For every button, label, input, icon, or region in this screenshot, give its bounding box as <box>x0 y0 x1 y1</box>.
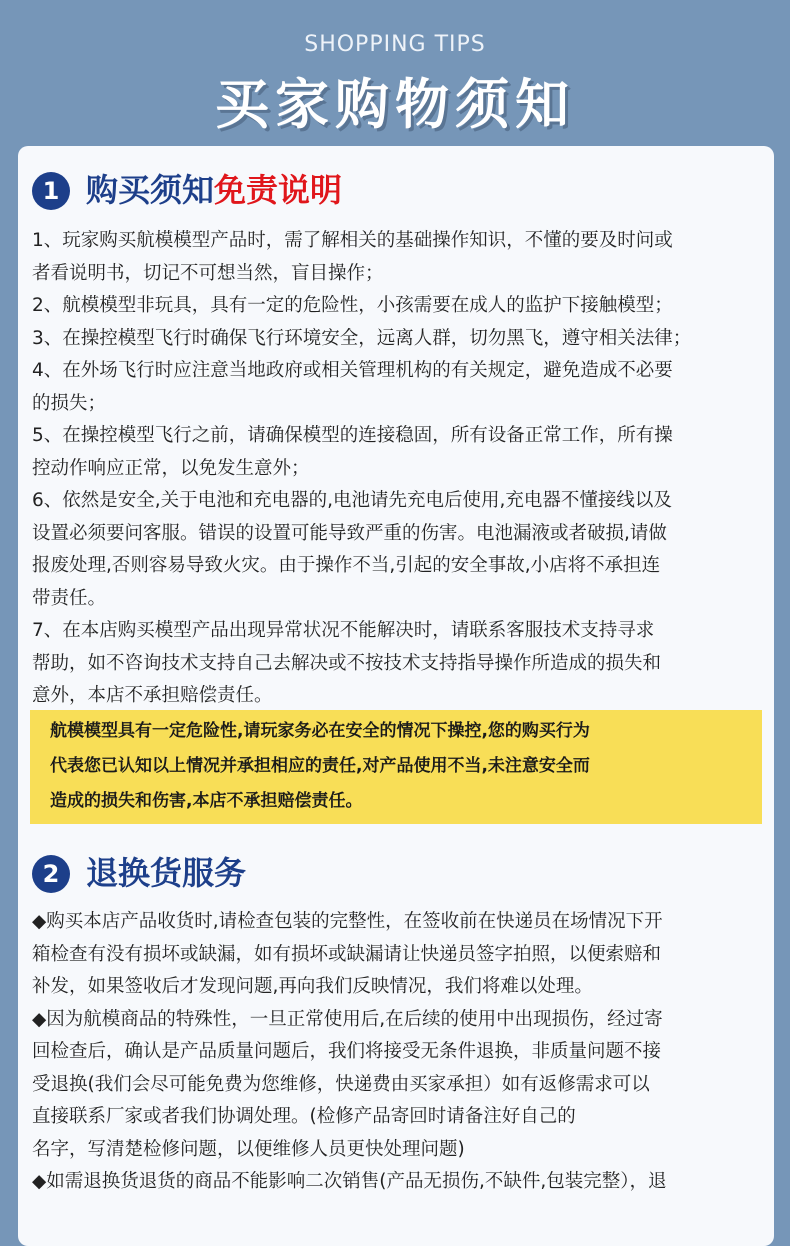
section1-title <box>86 168 342 212</box>
section2-line: 名字，写清楚检修问题，以便维修人员更快处理问题) <box>32 1138 465 1160</box>
section2-line: 直接联系厂家或者我们协调处理。(检修产品寄回时请备注好自己的 <box>32 1106 576 1127</box>
section2-line: 补发，如果签收后才发现问题,再向我们反映情况，我们将难以处理。 <box>32 976 593 997</box>
section2-title: 退换货服务 <box>86 854 247 892</box>
notice-line: 代表您已认知以上情况并承担相应的责任,对产品使用不当,未注意安全而 <box>50 756 590 776</box>
section2-line: 箱检查有没有损坏或缺漏，如有损坏或缺漏请让快递员签字拍照，以便索赔和 <box>32 943 662 965</box>
content-card <box>18 146 774 1246</box>
section2-line: 回检查后，确认是产品质量问题后，我们将接受无条件退换，非质量问题不接 <box>32 1041 662 1062</box>
section1-line: 报废处理,否则容易导致火灾。由于操作不当,引起的安全事故,小店将不承担连 <box>32 555 661 576</box>
section2-line: 受退换(我们会尽可能免费为您维修，快递费由买家承担）如有返修需求可以 <box>32 1073 650 1095</box>
section1-line: 6、依然是安全,关于电池和充电器的,电池请先充电后使用,充电器不懂接线以及 <box>32 490 672 511</box>
section1-line: 帮助，如不咨询技术支持自己去解决或不按技术支持指导操作所造成的损失和 <box>32 652 662 674</box>
section1-line: 4、在外场飞行时应注意当地政府或相关管理机构的有关规定，避免造成不必要 <box>32 360 673 381</box>
section1-line: 意外，本店不承担赔偿责任。 <box>32 685 273 706</box>
section2-line: ◆购买本店产品收货时,请检查包装的完整性，在签收前在快递员在场情况下开 <box>32 911 663 932</box>
section1-title-normal: 购买须知 <box>86 171 215 209</box>
section1-line: 1、玩家购买航模模型产品时，需了解相关的基础操作知识，不懂的要及时问或 <box>32 230 673 251</box>
section1-line: 的损失； <box>32 392 107 414</box>
section1-line: 控动作响应正常，以免发生意外； <box>32 457 310 479</box>
section1-line: 3、在操控模型飞行时确保飞行环境安全，远离人群，切勿黑飞，遵守相关法律； <box>32 327 692 349</box>
section1-line: 者看说明书，切记不可想当然，盲目操作； <box>32 262 384 284</box>
section1-line: 2、航模模型非玩具，具有一定的危险性，小孩需要在成人的监护下接触模型； <box>32 295 673 316</box>
section1-body <box>32 225 772 713</box>
section2-line: ◆如需退换货退货的商品不能影响二次销售(产品无损伤,不缺件,包装完整），退 <box>32 1171 667 1192</box>
section2-body <box>32 906 772 1199</box>
header-title: 买家购物须知 <box>215 73 575 136</box>
section1-line: 带责任。 <box>32 587 107 609</box>
notice-line: 造成的损失和伤害,本店不承担赔偿责任。 <box>50 791 363 811</box>
section1-line: 5、在操控模型飞行之前，请确保模型的连接稳固，所有设备正常工作，所有操 <box>32 425 673 446</box>
section2-line: ◆因为航模商品的特殊性，一旦正常使用后,在后续的使用中出现损伤，经过寄 <box>32 1008 663 1030</box>
section1-number-badge: 1 <box>32 172 70 210</box>
header-subtitle: SHOPPING TIPS <box>304 32 486 57</box>
section1-line: 设置必须要问客服。错误的设置可能导致严重的伤害。电池漏液或者破损,请做 <box>32 522 667 544</box>
section2-number-badge: 2 <box>32 855 70 893</box>
safety-notice-box <box>30 710 762 824</box>
section1-title-red: 免责说明 <box>214 171 343 209</box>
notice-line: 航模模型具有一定危险性,请玩家务必在安全的情况下操控,您的购买行为 <box>50 721 590 741</box>
section1-line: 7、在本店购买模型产品出现异常状况不能解决时，请联系客服技术支持寻求 <box>32 620 655 641</box>
header <box>0 0 790 145</box>
